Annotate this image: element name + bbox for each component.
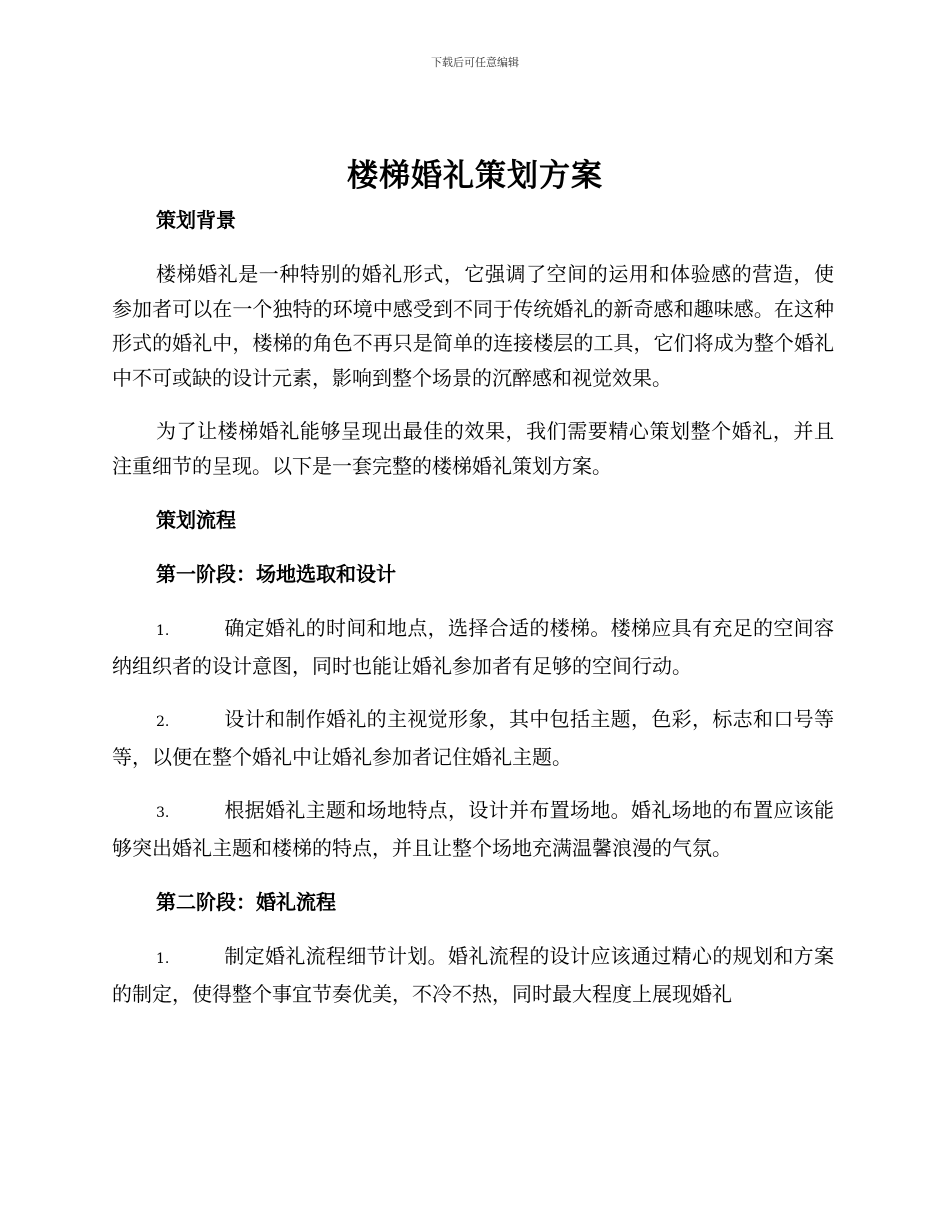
list-item: [112, 702, 834, 774]
list-item: [112, 793, 834, 865]
document-title: 楼梯婚礼策划方案: [347, 158, 603, 194]
section-heading-stage2: 第二阶段：婚礼流程: [156, 890, 336, 914]
list-item-text: 设计和制作婚礼的主视觉形象，其中包括主题，色彩，标志和口号等等，以便在整个婚礼中让婚礼参加者记住婚礼主题。: [112, 707, 834, 769]
section-heading-process: 策划流程: [156, 508, 236, 532]
list-number: 1.: [156, 951, 170, 967]
list-item: [112, 611, 834, 683]
list-item-text: 制定婚礼流程细节计划。婚礼流程的设计应该通过精心的规划和方案的制定，使得整个事宜节奏优美，不冷不热，同时最大程度上展现婚礼: [112, 944, 834, 1006]
list-number: 2.: [156, 714, 170, 730]
section-heading-stage1: 第一阶段：场地选取和设计: [156, 562, 396, 586]
paragraph-background-1: 楼梯婚礼是一种特别的婚礼形式，它强调了空间的运用和体验感的营造，使参加者可以在一个独特的环境中感受到不同于传统婚礼的新奇感和趣味感。在这种形式的婚礼中，楼梯的角色不再只是简单的连接楼层的工具，它们将成为整个婚礼中不可或缺的设计元素，影响到整个场景的沉醉感和视觉效果。: [112, 262, 834, 390]
list-number: 3.: [156, 805, 170, 821]
section-heading-background: 策划背景: [156, 208, 236, 232]
list-number: 1.: [156, 623, 170, 639]
list-item-text: 根据婚礼主题和场地特点，设计并布置场地。婚礼场地的布置应该能够突出婚礼主题和楼梯的特点，并且让整个场地充满温馨浪漫的气氛。: [112, 798, 834, 860]
header-note: 下载后可任意编辑: [431, 56, 519, 69]
list-item: [112, 939, 834, 1011]
document-body: [112, 203, 834, 1011]
paragraph-background-2: 为了让楼梯婚礼能够呈现出最佳的效果，我们需要精心策划整个婚礼，并且注重细节的呈现。以下是一套完整的楼梯婚礼策划方案。: [112, 419, 834, 478]
list-item-text: 确定婚礼的时间和地点，选择合适的楼梯。楼梯应具有充足的空间容纳组织者的设计意图，同时也能让婚礼参加者有足够的空间行动。: [112, 616, 834, 678]
